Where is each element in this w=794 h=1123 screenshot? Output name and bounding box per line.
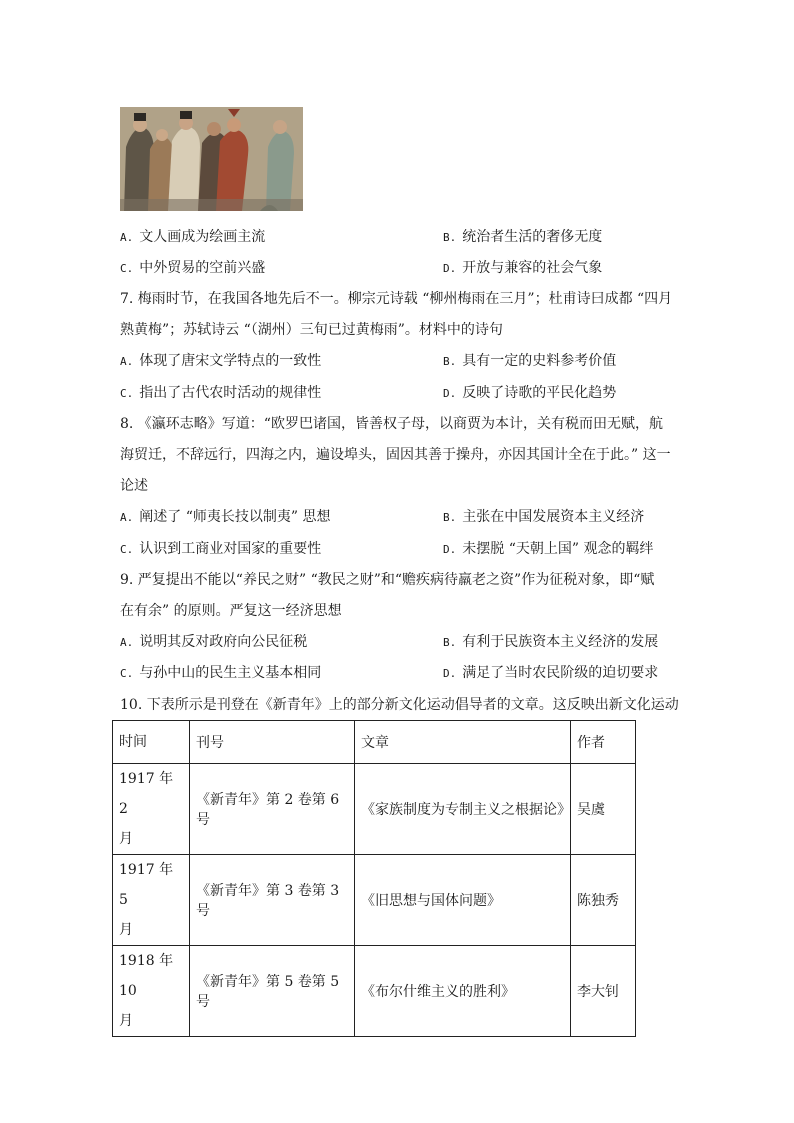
q7-option-c: C. 指出了古代农时活动的规律性: [120, 385, 322, 401]
header-article: 文章: [355, 721, 571, 764]
q6-option-b: B. 统治者生活的奢侈无度: [443, 229, 603, 245]
cell-author: 陈独秀: [571, 855, 636, 946]
q8-option-c: C. 认识到工商业对国家的重要性: [120, 541, 322, 557]
q9-option-d: D. 满足了当时农民阶级的迫切要求: [443, 665, 659, 681]
table-row: [113, 764, 636, 855]
q9-option-c: C. 与孙中山的民生主义基本相同: [120, 665, 322, 681]
q9-stem-line2: 在有余” 的原则。严复这一经济思想: [120, 603, 342, 619]
header-issue: 刊号: [190, 721, 355, 764]
q8-option-d: D. 未摆脱 “天朝上国” 观念的羁绊: [443, 541, 654, 557]
q7-option-b: B. 具有一定的史料参考价值: [443, 353, 617, 369]
header-time: 时间: [113, 721, 190, 764]
q10-stem-line1: 10. 下表所示是刊登在《新青年》上的部分新文化运动倡导者的文章。这反映出新文化运动: [120, 697, 679, 713]
q6-option-c: C. 中外贸易的空前兴盛: [120, 260, 266, 276]
cell-article: 《家族制度为专制主义之根据论》: [355, 764, 571, 855]
cell-time: 1917 年 2 月: [113, 764, 190, 855]
q9-option-b: B. 有利于民族资本主义经济的发展: [443, 634, 659, 650]
cell-author: 李大钊: [571, 946, 636, 1037]
q7-stem-line1: 7. 梅雨时节，在我国各地先后不一。柳宗元诗载 “柳州梅雨在三月”；杜甫诗曰成都 “四月: [120, 291, 673, 307]
cell-issue: 《新青年》第 2 卷第 6 号: [190, 764, 355, 855]
cell-time: 1917 年 5 月: [113, 855, 190, 946]
cell-article: 《旧思想与国体问题》: [355, 855, 571, 946]
q8-stem-line3: 论述: [120, 478, 148, 494]
q7-option-d: D. 反映了诗歌的平民化趋势: [443, 385, 617, 401]
table-row: [113, 946, 636, 1037]
q9-stem-line1: 9. 严复提出不能以“养民之财” “教民之财”和“赡疾病待羸老之资”作为征税对象，即“赋: [120, 572, 655, 588]
q9-option-a: A. 说明其反对政府向公民征税: [120, 634, 308, 650]
mural-image: [120, 107, 303, 211]
q7-option-a: A. 体现了唐宋文学特点的一致性: [120, 353, 322, 369]
q8-stem-line1: 8. 《瀛环志略》写道：“欧罗巴诸国，皆善权子母，以商贾为本计，关有税而田无赋，航: [120, 416, 663, 432]
q8-stem-line2: 海贸迁，不辞远行，四海之内，遍设埠头，固因其善于操舟，亦因其国计全在于此。” 这一: [120, 447, 671, 463]
q6-option-a: A. 文人画成为绘画主流: [120, 229, 266, 245]
articles-table: [112, 720, 636, 1037]
q8-option-a: A. 阐述了 “师夷长技以制夷” 思想: [120, 509, 331, 525]
cell-article: 《布尔什维主义的胜利》: [355, 946, 571, 1037]
table-header-row: [113, 721, 636, 764]
cell-issue: 《新青年》第 5 卷第 5 号: [190, 946, 355, 1037]
cell-time: 1918 年 10 月: [113, 946, 190, 1037]
cell-issue: 《新青年》第 3 卷第 3 号: [190, 855, 355, 946]
q8-option-b: B. 主张在中国发展资本主义经济: [443, 509, 645, 525]
table-row: [113, 855, 636, 946]
header-author: 作者: [571, 721, 636, 764]
q7-stem-line2: 熟黄梅”；苏轼诗云 “（湖州）三旬已过黄梅雨”。材料中的诗句: [120, 322, 503, 338]
cell-author: 吴虞: [571, 764, 636, 855]
q6-option-d: D. 开放与兼容的社会气象: [443, 260, 603, 276]
